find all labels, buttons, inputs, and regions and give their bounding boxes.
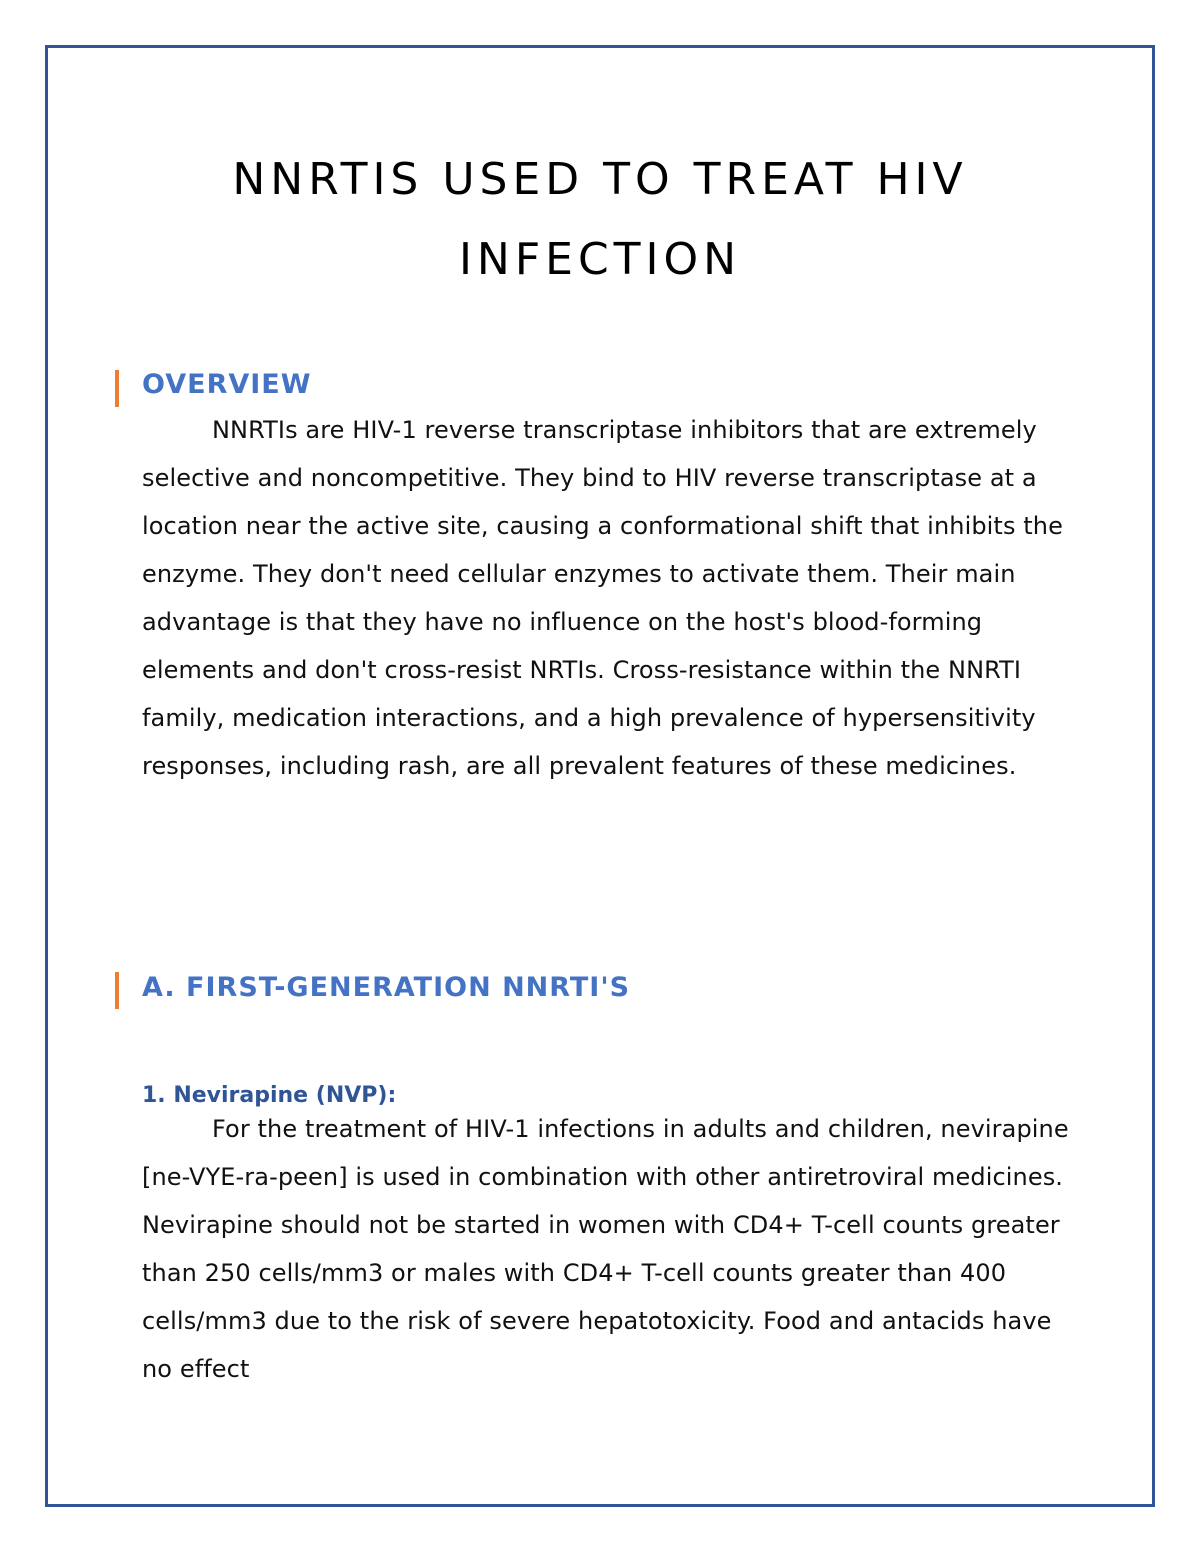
overview-accent-bar (115, 370, 119, 407)
overview-paragraph: NNRTIs are HIV-1 reverse transcriptase inhibitors that are extremely selective and noncompetitive. They bind to HIV reverse transcriptase at a location near the active site, causing a conformational shift that inhibits the enzyme. They don't need cellular enzymes to activate them. Their main advantage is that they have no influence on the host's blood-forming elements and don't cross-resist NRTIs. Cross-resistance within the NNRTI family, medication interactions, and a high prevalence of hypersensitivity responses, including rash, are all prevalent features of these medicines. (142, 416, 1063, 780)
first-generation-accent-bar (115, 972, 119, 1009)
first-generation-heading: A. FIRST-GENERATION NNRTI'S (142, 972, 631, 1003)
nevirapine-paragraph: For the treatment of HIV-1 infections in adults and children, nevirapine [ne-VYE-ra-peen] is used in combination with other antiretroviral medicines. Nevirapine should not be started in women with CD4+ T-cell counts greater than 250 cells/mm3 or males with CD4+ T-cell counts greater than 400 cells/mm3 due to the risk of severe hepatotoxicity. Food and antacids have no effect (142, 1115, 1069, 1383)
overview-heading: OVERVIEW (142, 369, 312, 400)
document-title: NNRTIS USED TO TREAT HIV INFECTION (232, 154, 968, 285)
nevirapine-heading: 1. Nevirapine (NVP): (142, 1083, 397, 1108)
